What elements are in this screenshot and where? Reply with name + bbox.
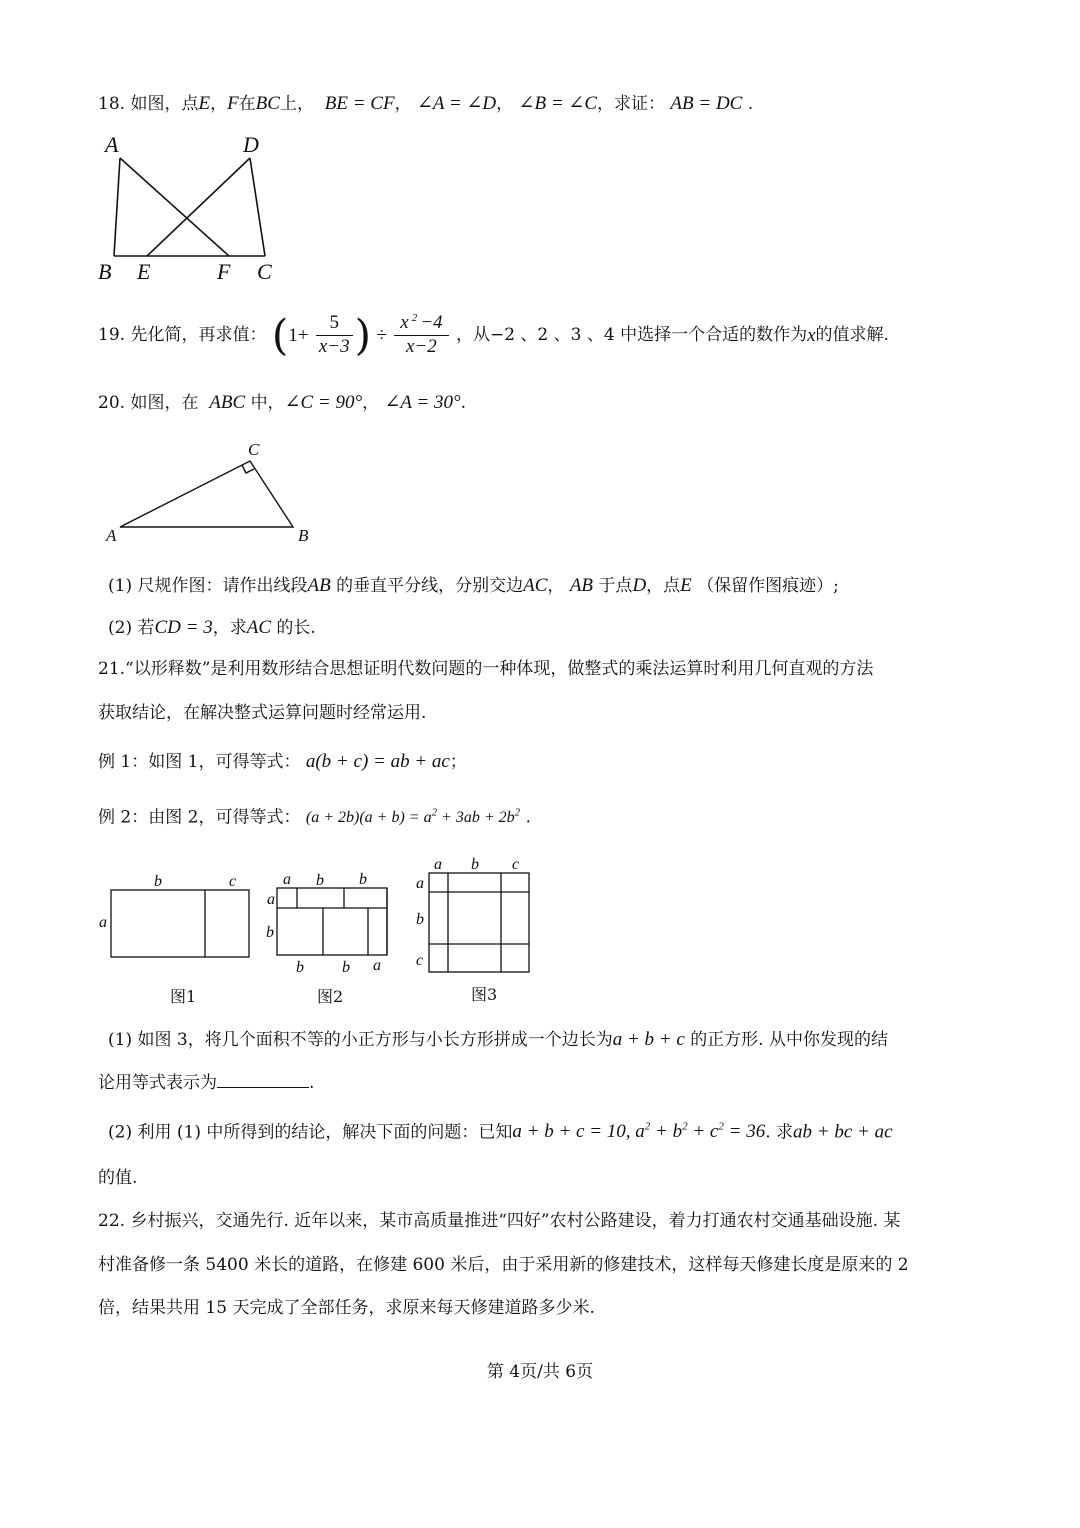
- q20-triangle: [120, 461, 293, 527]
- fig2-label-left-b: b: [266, 924, 274, 941]
- q18-segment-af: [120, 158, 229, 256]
- q22-line1: 22. 乡村振兴，交通先行. 近年以来，某市高质量推进“四好”农村公路建设，着力打通农村交通基础设施. 某: [98, 1211, 901, 1231]
- fig2-label-top-b2: b: [359, 871, 367, 888]
- q21-part2-line2: 的值.: [98, 1168, 138, 1188]
- q18-label-e: E: [137, 259, 151, 284]
- q22-line2: 村准备修一条 5400 米长的道路，在修建 600 米后，由于采用新的修建技术，这样每天修建长度是原来的 2: [98, 1255, 909, 1275]
- q18-segment-dc: [250, 158, 265, 256]
- q21-intro-line2: 获取结论，在解决整式运算问题时经常运用.: [98, 703, 427, 723]
- q22-line3: 倍，结果共用 15 天完成了全部任务，求原来每天修建道路多少米.: [98, 1298, 595, 1318]
- q20-label-b: B: [298, 526, 309, 545]
- q18-label-a: A: [105, 132, 119, 157]
- q18-segment-a-b-c: [114, 158, 120, 256]
- fig1-label-c: c: [229, 873, 237, 890]
- q19-fraction-1: $\frac{5}{x-3}$: [316, 312, 353, 359]
- q21-part2-line1: (2) 利用 (1) 中所得到的结论，解决下面的问题：已知a + b + c = 10, $a^2 + b^2 + c^2 = 36$. 求ab + bc + ac: [108, 1121, 893, 1143]
- q20-statement: 20. 如图，在 ABC 中，∠C = 90°， ∠A = 30°.: [98, 392, 466, 413]
- q19-statement: 19. 先化简，再求值： (1+ $\frac{5}{x-3}$ ) ÷ $\frac{x ^2 -4}{x-2}$ ，从−2 、2 、3 、4 中选择一个合适的数作为x的值求解.: [98, 310, 889, 360]
- fig3-label-left-c: c: [416, 952, 424, 969]
- q20-label-c: C: [248, 440, 260, 459]
- fig2-label-bottom-b2: b: [342, 959, 350, 976]
- fig3-label-left-b: b: [416, 911, 424, 928]
- q20-part2: (2) 若CD = 3，求AC 的长.: [108, 617, 316, 638]
- q18-segment-de: [147, 158, 250, 256]
- q21-part1-line1: (1) 如图 3，将几个面积不等的小正方形与小长方形拼成一个边长为a + b + c 的正方形. 从中你发现的结: [108, 1029, 888, 1050]
- q19-fraction-2: $\frac{x ^2 -4}{x-2}$: [394, 312, 448, 359]
- q18-label-c: C: [257, 259, 272, 284]
- q21-example1: 例 1：如图 1，可得等式： a(b + c) = ab + ac；: [98, 751, 467, 772]
- fig1-label-a: a: [99, 914, 107, 931]
- q21-intro-line1: 21.“以形释数”是利用数形结合思想证明代数问题的一种体现，做整式的乘法运算时利用几何直观的方法: [98, 659, 874, 679]
- q18-statement: 18. 如图，点E，F在BC上， BE = CF， ∠A = ∠D， ∠B = ∠C，求证： AB = DC .: [98, 93, 754, 114]
- q21-answer-blank[interactable]: [217, 1073, 309, 1088]
- fig1-label-b: b: [154, 873, 162, 890]
- q21-part1-line2: 论用等式表示为 .: [98, 1073, 315, 1093]
- q20-part1: (1) 尺规作图：请作出线段AB 的垂直平分线，分别交边AC， AB 于点D，点E （保留作图痕迹）;: [108, 575, 839, 596]
- fig3-label-top-b: b: [471, 856, 479, 873]
- fig3-caption: 图3: [471, 985, 498, 1004]
- fig1-rectangle: [111, 890, 249, 957]
- fig2-label-bottom-a: a: [373, 957, 381, 974]
- fig2-label-left-a: a: [267, 891, 275, 908]
- q20-label-a: A: [106, 526, 117, 545]
- page-footer: 第 4页/共 6页: [486, 1362, 594, 1382]
- q18-label-b: B: [98, 259, 112, 284]
- q20-figure: [100, 435, 330, 550]
- q21-example2: 例 2：由图 2，可得等式： $(a + 2b)(a + b) = a^2 + 3ab + 2b^2$ .: [98, 807, 531, 828]
- fig3-square: [429, 873, 529, 972]
- fig2-rectangle: [277, 888, 387, 955]
- fig3-label-top-c: c: [512, 856, 520, 873]
- q18-figure: [95, 130, 295, 290]
- fig2-label-top-a: a: [283, 871, 291, 888]
- q18-label-d: D: [243, 132, 259, 157]
- q20-right-angle-mark: [242, 465, 254, 473]
- fig3-label-left-a: a: [416, 875, 424, 892]
- q18-label-f: F: [217, 259, 231, 284]
- fig2-label-top-b1: b: [316, 872, 324, 889]
- fig2-label-bottom-b1: b: [296, 959, 304, 976]
- fig1-caption: 图1: [170, 987, 197, 1006]
- q21-figures: [90, 850, 550, 1012]
- fig2-caption: 图2: [317, 987, 344, 1006]
- fig3-label-top-a: a: [434, 856, 442, 873]
